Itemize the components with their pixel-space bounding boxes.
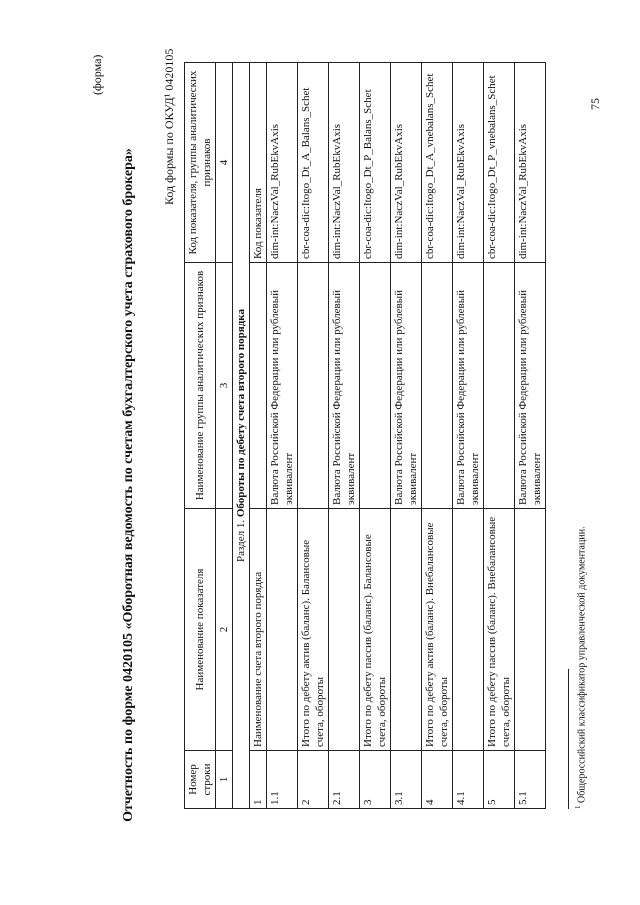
row-indicator-name: Итого по дебету пассив (баланс). Внебалансовые счета, обороты [484, 509, 515, 751]
row-group-name [422, 263, 453, 509]
page-title [120, 125, 138, 845]
row-indicator-name: Итого по дебету актив (баланс). Внебалансовые счета, обороты [422, 509, 453, 751]
table-row [391, 63, 422, 809]
row-number: 1 [250, 751, 267, 809]
table-row [250, 63, 267, 809]
row-code: dim-int:NaczVal_RubEkvAxis [329, 63, 360, 263]
table-row [422, 63, 453, 809]
col-number: 2 [216, 509, 233, 751]
row-code: dim-int:NaczVal_RubEkvAxis [267, 63, 298, 263]
column-number-row [216, 63, 233, 809]
table-row [484, 63, 515, 809]
table-row [267, 63, 298, 809]
report-table [184, 62, 546, 809]
section-heading [233, 63, 250, 809]
table-header-row [185, 63, 216, 809]
col-header-indicator-name: Наименование показателя [185, 509, 216, 751]
row-indicator-name: Итого по дебету пассив (баланс). Балансовые счета, обороты [360, 509, 391, 751]
row-indicator-name [329, 509, 360, 751]
row-number: 1.1 [267, 751, 298, 809]
row-number: 2.1 [329, 751, 360, 809]
row-indicator-name: Итого по дебету актив (баланс). Балансовые счета, обороты [298, 509, 329, 751]
row-indicator-name [515, 509, 546, 751]
row-group-name: Валюта Российской Федерации или рублевый эквивалент [267, 263, 298, 509]
col-number: 3 [216, 263, 233, 509]
row-group-name: Валюта Российской Федерации или рублевый эквивалент [453, 263, 484, 509]
row-group-name: Валюта Российской Федерации или рублевый эквивалент [515, 263, 546, 509]
table-row [453, 63, 484, 809]
title-text: Отчетность по форме 0420105 «Оборотная ведомость по счетам бухгалтерского учета страхового брокера» [121, 148, 136, 822]
row-code: dim-int:NaczVal_RubEkvAxis [391, 63, 422, 263]
row-code: cbr-coa-dic:Itogo_Dt_P_Balans_Schet [360, 63, 391, 263]
footnote [574, 526, 587, 809]
okud-code: Код формы по ОКУД¹ 0420105 [162, 48, 176, 205]
form-label: (форма) [90, 54, 104, 95]
section-title: Обороты по дебету счета второго порядка [235, 309, 247, 518]
row-number: 3 [360, 751, 391, 809]
row-number: 2 [298, 751, 329, 809]
row-indicator-name [391, 509, 422, 751]
row-number: 4 [422, 751, 453, 809]
footnote-divider [568, 669, 569, 809]
row-indicator-name [267, 509, 298, 751]
row-number: 5 [484, 751, 515, 809]
row-code: dim-int:NaczVal_RubEkvAxis [453, 63, 484, 263]
row-group-name [298, 263, 329, 509]
table-row [515, 63, 546, 809]
col-header-group-name: Наименование группы аналитических признаков [185, 263, 216, 509]
row-group-name [250, 263, 267, 509]
col-number: 4 [216, 63, 233, 263]
row-code: cbr-coa-dic:Itogo_Dt_A_vnebalans_Schet [422, 63, 453, 263]
col-header-code: Код показателя, группы аналитических признаков [185, 63, 216, 263]
col-number: 1 [216, 751, 233, 809]
section-prefix: Раздел 1. [235, 519, 247, 562]
table-row [360, 63, 391, 809]
row-indicator-name: Наименование счета второго порядка [250, 509, 267, 751]
row-code: cbr-coa-dic:Itogo_Dt_P_vnebalans_Schet [484, 63, 515, 263]
row-number: 3.1 [391, 751, 422, 809]
col-header-row-number: Номер строки [185, 751, 216, 809]
table-row [329, 63, 360, 809]
footnote-text: Общероссийский классификатор управленческой документации. [576, 526, 588, 803]
row-code: Код показателя [250, 63, 267, 263]
row-group-name [484, 263, 515, 509]
row-group-name [360, 263, 391, 509]
row-group-name: Валюта Российской Федерации или рублевый эквивалент [391, 263, 422, 509]
row-code: cbr-coa-dic:Itogo_Dt_A_Balans_Schet [298, 63, 329, 263]
table-row [298, 63, 329, 809]
row-group-name: Валюта Российской Федерации или рублевый эквивалент [329, 263, 360, 509]
footnote-mark: 1 [574, 805, 582, 809]
row-number: 5.1 [515, 751, 546, 809]
row-indicator-name [453, 509, 484, 751]
section-row [233, 63, 250, 809]
row-code: dim-int:NaczVal_RubEkvAxis [515, 63, 546, 263]
page-number: 75 [588, 98, 602, 110]
row-number: 4.1 [453, 751, 484, 809]
